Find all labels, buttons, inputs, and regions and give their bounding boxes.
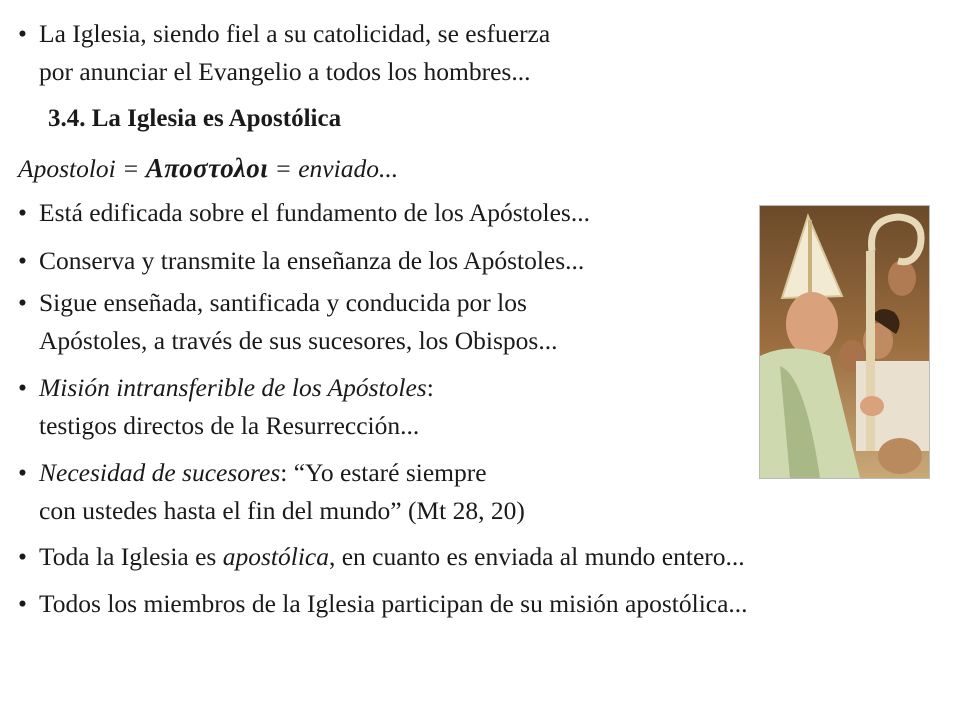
bullet-marker: • (18, 589, 27, 618)
point-3-line-1: Sigue enseñada, santificada y conducida por los (39, 288, 527, 317)
point-4-colon: : (426, 373, 434, 402)
bishop-illustration (760, 206, 929, 478)
point-6-pre: Toda la Iglesia es (39, 542, 223, 571)
point-7-text: Todos los miembros de la Iglesia participan de su misión apostólica... (39, 589, 748, 618)
person-face (888, 260, 916, 296)
point-4-emphasis: Misión intransferible de los Apóstoles (39, 373, 427, 402)
crozier-staff (866, 251, 875, 451)
bullet-marker: • (18, 373, 27, 402)
etymology-equals-1: = (115, 154, 146, 183)
point-3-line-2: Apóstoles, a través de sus sucesores, los Obispos... (39, 326, 558, 355)
bullet-marker: • (18, 19, 27, 48)
bullet-marker: • (18, 246, 27, 275)
point-5-rest: : “Yo estaré siempre (280, 458, 487, 487)
bullet-marker: • (18, 198, 27, 227)
etymology-line (18, 152, 398, 185)
point-5-line-2: con ustedes hasta el fin del mundo” (Mt 28, 20) (39, 496, 525, 525)
point-6-emphasis: apostólica (222, 542, 329, 571)
bullet-marker: • (18, 288, 27, 317)
intro-line-2: por anunciar el Evangelio a todos los hombres... (39, 57, 531, 86)
section-heading: 3.4. La Iglesia es Apostólica (48, 105, 342, 132)
bishop-face (786, 292, 838, 356)
point-1-text: Está edificada sobre el fundamento de los Apóstoles... (39, 198, 590, 227)
bullet-marker: • (18, 542, 27, 571)
etymology-meaning: enviado... (298, 154, 399, 183)
bishop-hand (860, 396, 884, 416)
point-4-line-2: testigos directos de la Resurrección... (39, 411, 420, 440)
bullet-marker: • (18, 458, 27, 487)
point-2-text: Conserva y transmite la enseñanza de los Apóstoles... (39, 246, 585, 275)
bishop-photo (759, 205, 930, 479)
child-head (878, 438, 922, 474)
point-4-line-1 (39, 372, 434, 404)
point-5-line-1 (39, 457, 487, 489)
point-5-emphasis: Necesidad de sucesores (39, 458, 281, 487)
etymology-greek: Αποστολοι (145, 153, 269, 183)
point-6-text (39, 541, 745, 573)
intro-line-1: La Iglesia, siendo fiel a su catolicidad, se esfuerza (39, 19, 551, 48)
etymology-equals-2: = (268, 154, 299, 183)
etymology-latin: Apostoloi (18, 154, 116, 183)
point-6-post: , en cuanto es enviada al mundo entero... (328, 542, 745, 571)
